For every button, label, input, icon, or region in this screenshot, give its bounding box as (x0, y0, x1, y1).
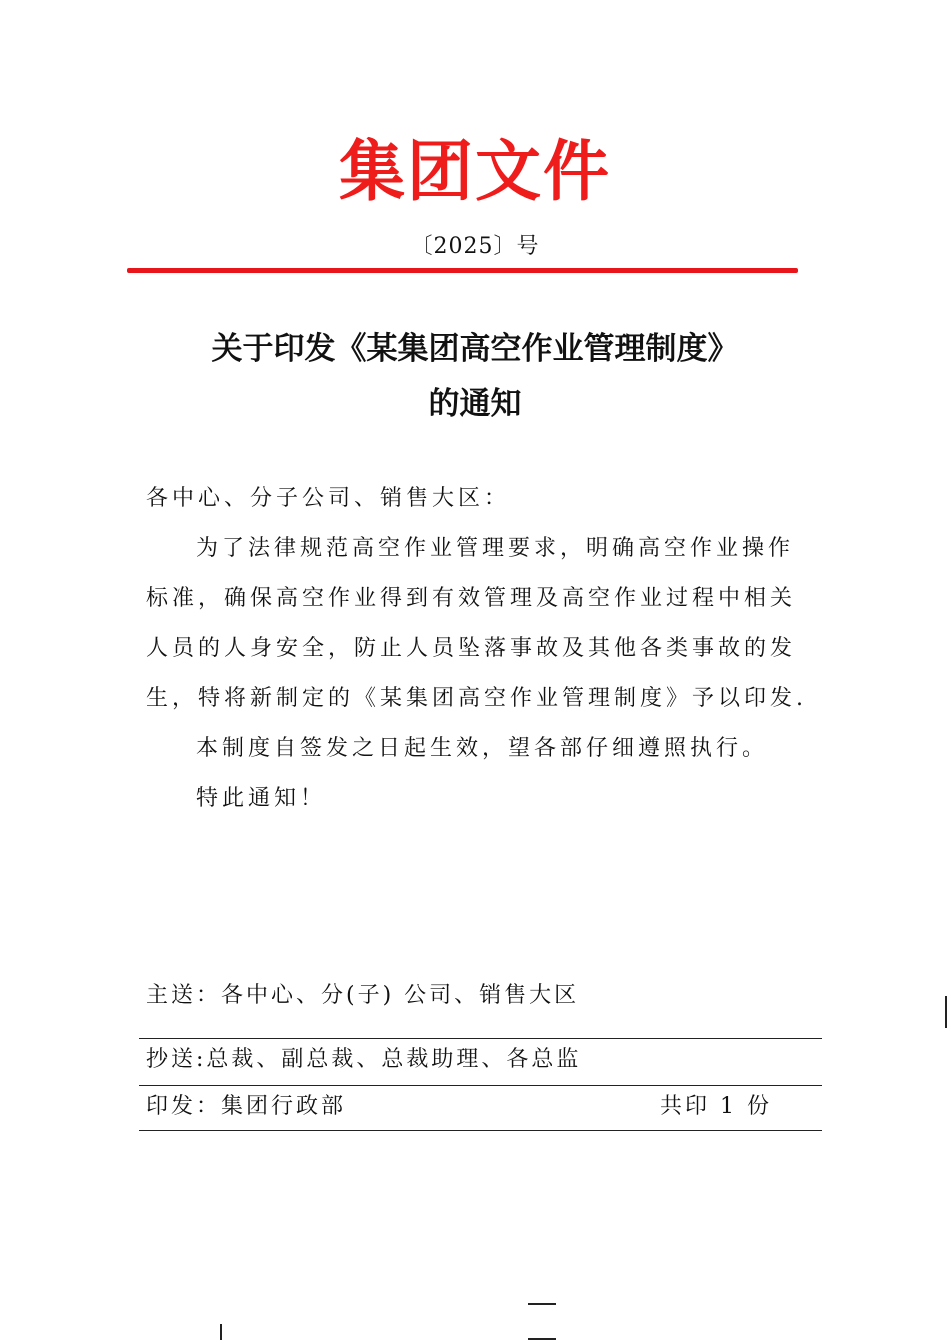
main-recipients: 主送：各中心、分(子) 公司、销售大区 (146, 983, 580, 1008)
paragraph-line: 人员的人身安全，防止人员坠落事故及其他各类事故的发 (146, 636, 797, 661)
salutation: 各中心、分子公司、销售大区： (146, 486, 511, 511)
issuing-department: 印发：集团行政部 (146, 1094, 347, 1119)
page-number-dash (528, 1303, 556, 1305)
paragraph-line: 为了法律规范高空作业管理要求，明确高空作业操作 (196, 536, 795, 561)
paragraph-line: 生，特将新制定的《某集团高空作业管理制度》予以印发. (146, 686, 807, 711)
document-number: 〔2025〕号 (410, 234, 540, 259)
issuing-department-row (139, 1086, 822, 1131)
paragraph-line: 标准，确保高空作业得到有效管理及高空作业过程中相关 (146, 586, 797, 611)
red-header-rule (127, 268, 798, 273)
page-number-dash (528, 1338, 556, 1340)
notice-title (0, 322, 950, 432)
copy-recipients: 抄送:总裁、副总裁、总裁助理、各总监 (139, 1038, 822, 1086)
notice-title-line-1: 关于印发《某集团高空作业管理制度》 (211, 331, 739, 367)
page-edge-mark (945, 996, 947, 1028)
body-paragraph-1 (146, 524, 806, 724)
body-paragraph-2: 本制度自签发之日起生效，望各部仔细遵照执行。 (196, 736, 769, 761)
closing-remark: 特此通知！ (196, 786, 327, 811)
document-header-title: 集团文件 (339, 133, 611, 210)
crop-mark (220, 1324, 222, 1340)
print-copies: 共印 1 份 (660, 1094, 772, 1119)
notice-title-line-2: 的通知 (428, 386, 522, 422)
